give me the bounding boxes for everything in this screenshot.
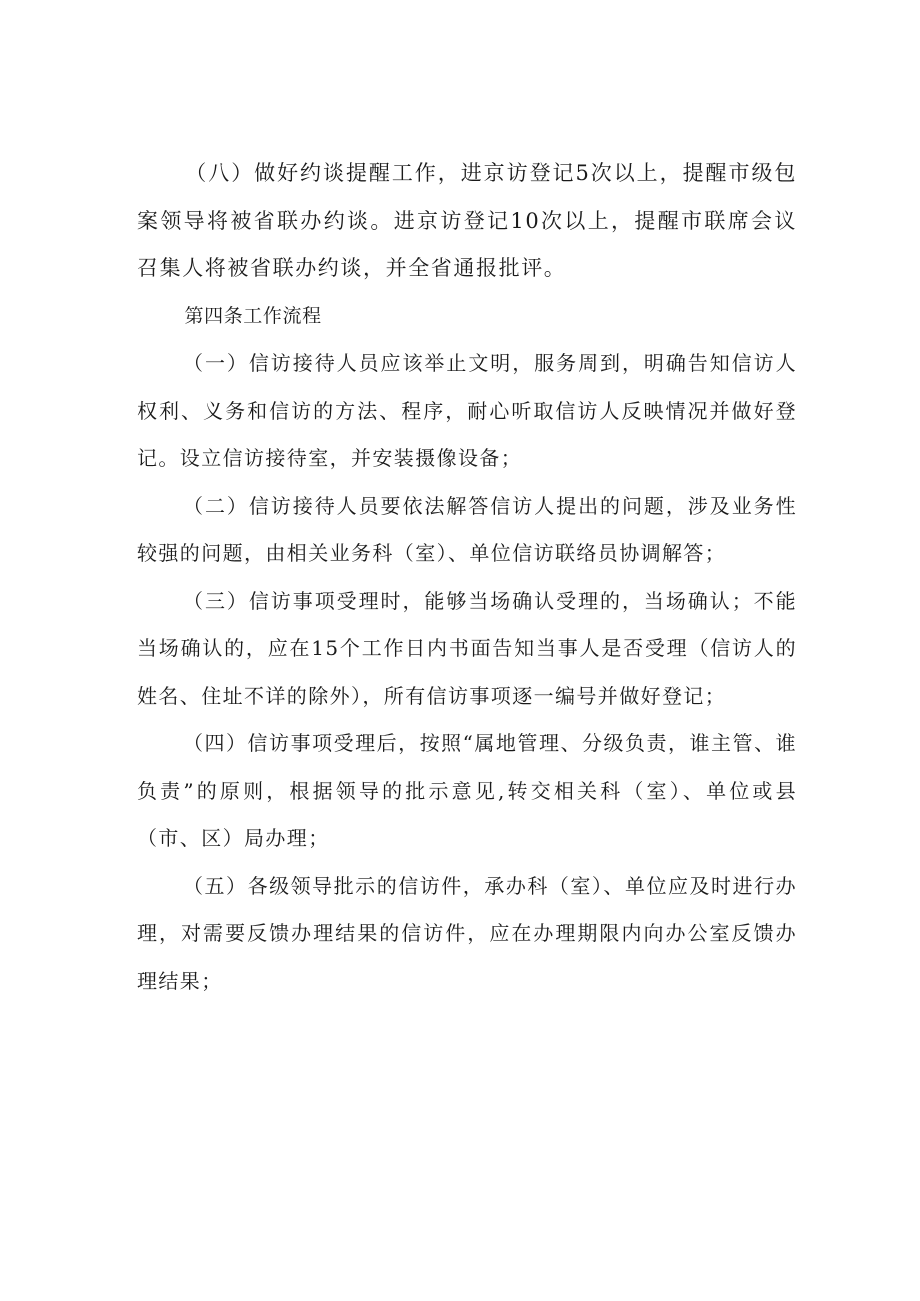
paragraph-step-2: （二）信访接待人员要依法解答信访人提出的问题，涉及业务性较强的问题，由相关业务科（室）、单位信访联络员协调解答； bbox=[137, 493, 797, 565]
paragraph-step-3: （三）信访事项受理时，能够当场确认受理的，当场确认；不能当场确认的，应在15个工作日内书面告知当事人是否受理（信访人的姓名、住址不详的除外），所有信访事项逐一编号并做好登记； bbox=[137, 588, 797, 708]
section-heading-article-4: 第四条工作流程 bbox=[184, 304, 322, 327]
paragraph-item-8: （八）做好约谈提醒工作，进京访登记5次以上，提醒市级包案领导将被省联办约谈。进京访登记10次以上，提醒市联席会议召集人将被省联办约谈，并全省通报批评。 bbox=[137, 161, 797, 280]
paragraph-step-5: （五）各级领导批示的信访件，承办科（室）、单位应及时进行办理，对需要反馈办理结果的信访件，应在办理期限内向办公室反馈办理结果； bbox=[137, 873, 797, 993]
paragraph-step-1: （一）信访接待人员应该举止文明，服务周到，明确告知信访人权利、义务和信访的方法、程序，耐心听取信访人反映情况并做好登记。设立信访接待室，并安装摄像设备； bbox=[137, 351, 797, 470]
paragraph-step-4: （四）信访事项受理后，按照“属地管理、分级负责，谁主管、谁负责”的原则，根据领导的批示意见,转交相关科（室）、单位或县（市、区）局办理； bbox=[137, 731, 797, 850]
document-body bbox=[137, 150, 797, 1005]
